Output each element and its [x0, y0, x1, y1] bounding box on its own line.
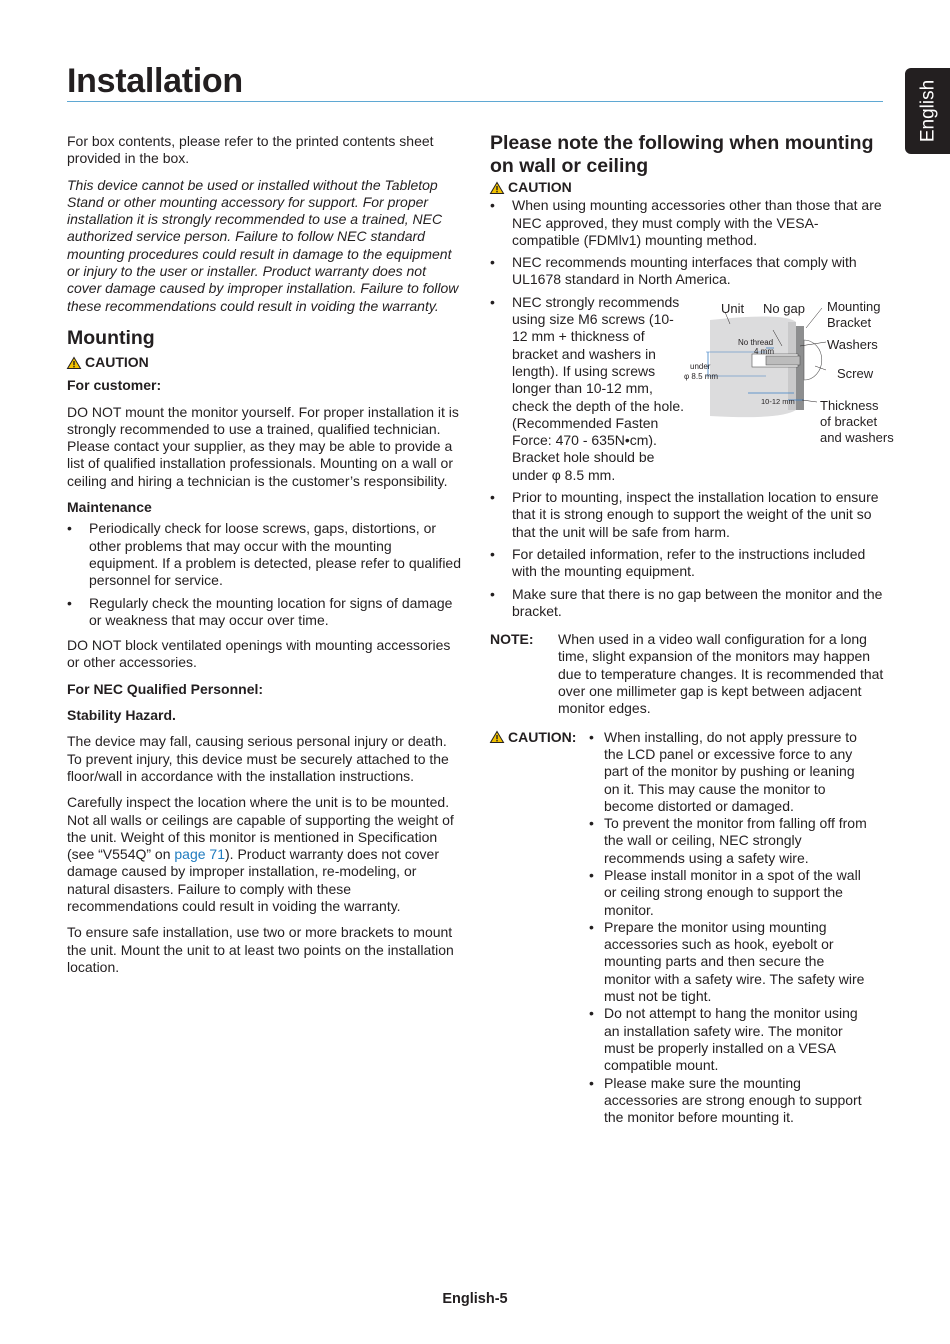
note-text: When used in a video wall configuration for a long time, slight expansion of the monitors may happen due to temperature changes. It is recommended that over one millimeter gap is kept between adjacent monitor edges. — [558, 631, 884, 717]
bracket-shape — [796, 326, 804, 410]
list-item: • Make sure that there is no gap between the monitor and the bracket. — [490, 586, 885, 621]
length-label: 10-12 mm — [761, 396, 795, 406]
screw-head-shape — [804, 340, 822, 380]
inspect-text-end: ). Product warranty does not cover damage caused by improper installation, re-modeling, or natural disasters. Failure to comply with these recommendations could result in voiding the warranty. — [67, 846, 439, 914]
list-item: • Please make sure the mounting accessories are strong enough to support the monitor before mounting it. — [589, 1075, 871, 1127]
caution-block — [490, 729, 885, 1127]
page-title: Installation — [67, 62, 243, 100]
no-thread-label: No thread — [738, 337, 774, 347]
warning-icon — [67, 357, 81, 369]
warning-icon — [490, 182, 504, 194]
phi-label: φ 8.5 mm — [684, 371, 719, 381]
warranty-warning: This device cannot be used or installed without the Tabletop Stand or other mounting accessory for support. For proper installation it is strongly recommended to use a trained, NEC authorized service person. Failure to follow NEC standard mounting procedures could result in damage to the equipment or injury to the user or installer. Product warranty does not cover damage caused by improper installation. Failure to follow these recommendations could result in voiding the warranty. — [67, 176, 459, 314]
caution-label: CAUTION — [508, 179, 572, 195]
inspect-text-start: Carefully inspect the location where the unit is to be mounted. Not all walls or ceilings are capable of supporting the weight of the unit. Weight of this monitor is mentioned in Specification (see “V554Q” on — [67, 794, 454, 863]
note-label: NOTE: — [490, 631, 534, 648]
thickness-label-1: Thickness — [820, 397, 879, 413]
wall-mounting-heading: Please note the following when mounting on wall or ceiling — [490, 132, 874, 177]
list-item: • Prior to mounting, inspect the installation location to ensure that it is strong enough to support the weight of the unit so that the unit will be safe from harm. — [490, 489, 885, 541]
stability-heading: Stability Hazard. — [67, 707, 176, 724]
for-customer-heading: For customer: — [67, 377, 162, 394]
language-tab — [905, 68, 950, 154]
list-item: • When using mounting accessories other than those that are NEC approved, they must comply with the VESA-compatible (FDMlv1) mounting method. — [490, 197, 885, 249]
language-tab-label: English — [916, 79, 938, 143]
unit-label: Unit — [721, 300, 745, 316]
intro-text: For box contents, please refer to the printed contents sheet provided in the box. — [67, 133, 434, 167]
stability-text: The device may fall, causing serious personal injury or death. To prevent injury, this device must be securely attached to the floor/wall in accordance with the installation instructions. — [67, 733, 449, 784]
caution-block-label: CAUTION: — [508, 728, 577, 745]
no-gap-label: No gap — [763, 300, 805, 316]
mounting-notes-list — [490, 197, 894, 620]
maintenance-list — [67, 520, 462, 629]
screw-size-text: • NEC strongly recommends using size M6 screws (10-12 mm + thickness of bracket and washers in length). If using screws longer than 10-12 mm, check the depth of the hole. (Recommended Fasten Force: 470 - 635N•cm). Bracket hole should be under φ 8.5 mm. — [512, 293, 685, 483]
list-item: • For detailed information, refer to the instructions included with the mounting equipment. — [490, 546, 885, 581]
note-block — [490, 631, 885, 717]
brackets-text: To ensure safe installation, use two or more brackets to mount the unit. Mount the unit to at least two points on the installation location. — [67, 924, 454, 975]
caution-header — [490, 179, 885, 196]
mounting-heading: Mounting — [67, 326, 155, 349]
maintenance-heading: Maintenance — [67, 499, 152, 516]
customer-text: DO NOT mount the monitor yourself. For proper installation it is strongly recommended to use a trained, qualified technician. Please contact your supplier, as they may be able to provide a list of qualified installation professionals. Mounting on a wall or ceiling and hiring a technician is the customer’s responsibility. — [67, 403, 459, 489]
inspect-text — [67, 794, 462, 915]
thickness-label-3: and washers — [820, 429, 894, 445]
warning-icon — [490, 731, 504, 743]
under-label: under — [690, 361, 711, 371]
screw-label: Screw — [837, 365, 874, 381]
list-item: • When installing, do not apply pressure to the LCD panel or excessive force to any part of the monitor by pushing or leaning on it. This may cause the monitor to become distorted or damaged. — [589, 729, 871, 815]
caution-list — [589, 729, 871, 1127]
ventilation-text: DO NOT block ventilated openings with mounting accessories or other accessories. — [67, 637, 451, 671]
caution-block-header — [490, 729, 589, 1127]
list-item: • Regularly check the mounting location for signs of damage or weakness that may occur over time. — [67, 595, 462, 630]
mounting-label: Mounting — [827, 298, 881, 314]
page-link[interactable]: page 71 — [174, 846, 225, 863]
list-item: • NEC recommends mounting interfaces that comply with UL1678 standard in North America. — [490, 254, 885, 289]
list-item: • Prepare the monitor using mounting accessories such as hook, eyebolt or mounting parts and then secure the monitor with a safety wire. The safety wire must not be tight. — [589, 919, 871, 1005]
left-column — [67, 133, 462, 985]
list-item: • Periodically check for loose screws, gaps, distortions, or other problems that may occur with the mounting equipment. If a problem is detected, please refer to qualified personnel for service. — [67, 520, 462, 589]
mounting-diagram — [670, 290, 894, 450]
right-column — [490, 132, 894, 1126]
thickness-label-2: of bracket — [820, 413, 878, 429]
list-item: • To prevent the monitor from falling off from the wall or ceiling, NEC strongly recommends using a safety wire. — [589, 815, 871, 867]
caution-label: CAUTION — [85, 353, 149, 370]
title-divider — [67, 101, 883, 102]
bracket-label: Bracket — [827, 314, 872, 330]
screw-shape — [766, 356, 800, 365]
page-number: English-5 — [442, 1291, 508, 1307]
four-mm-label: 4 mm — [754, 346, 774, 356]
washers-label: Washers — [827, 336, 878, 352]
list-item: • Do not attempt to hang the monitor using an installation safety wire. The monitor must be properly installed on a VESA compatible mount. — [589, 1005, 871, 1074]
list-item — [490, 293, 894, 484]
qualified-heading: For NEC Qualified Personnel: — [67, 680, 264, 697]
list-item: • Please install monitor in a spot of the wall or ceiling strong enough to support the monitor. — [589, 867, 871, 919]
caution-header — [67, 354, 462, 371]
